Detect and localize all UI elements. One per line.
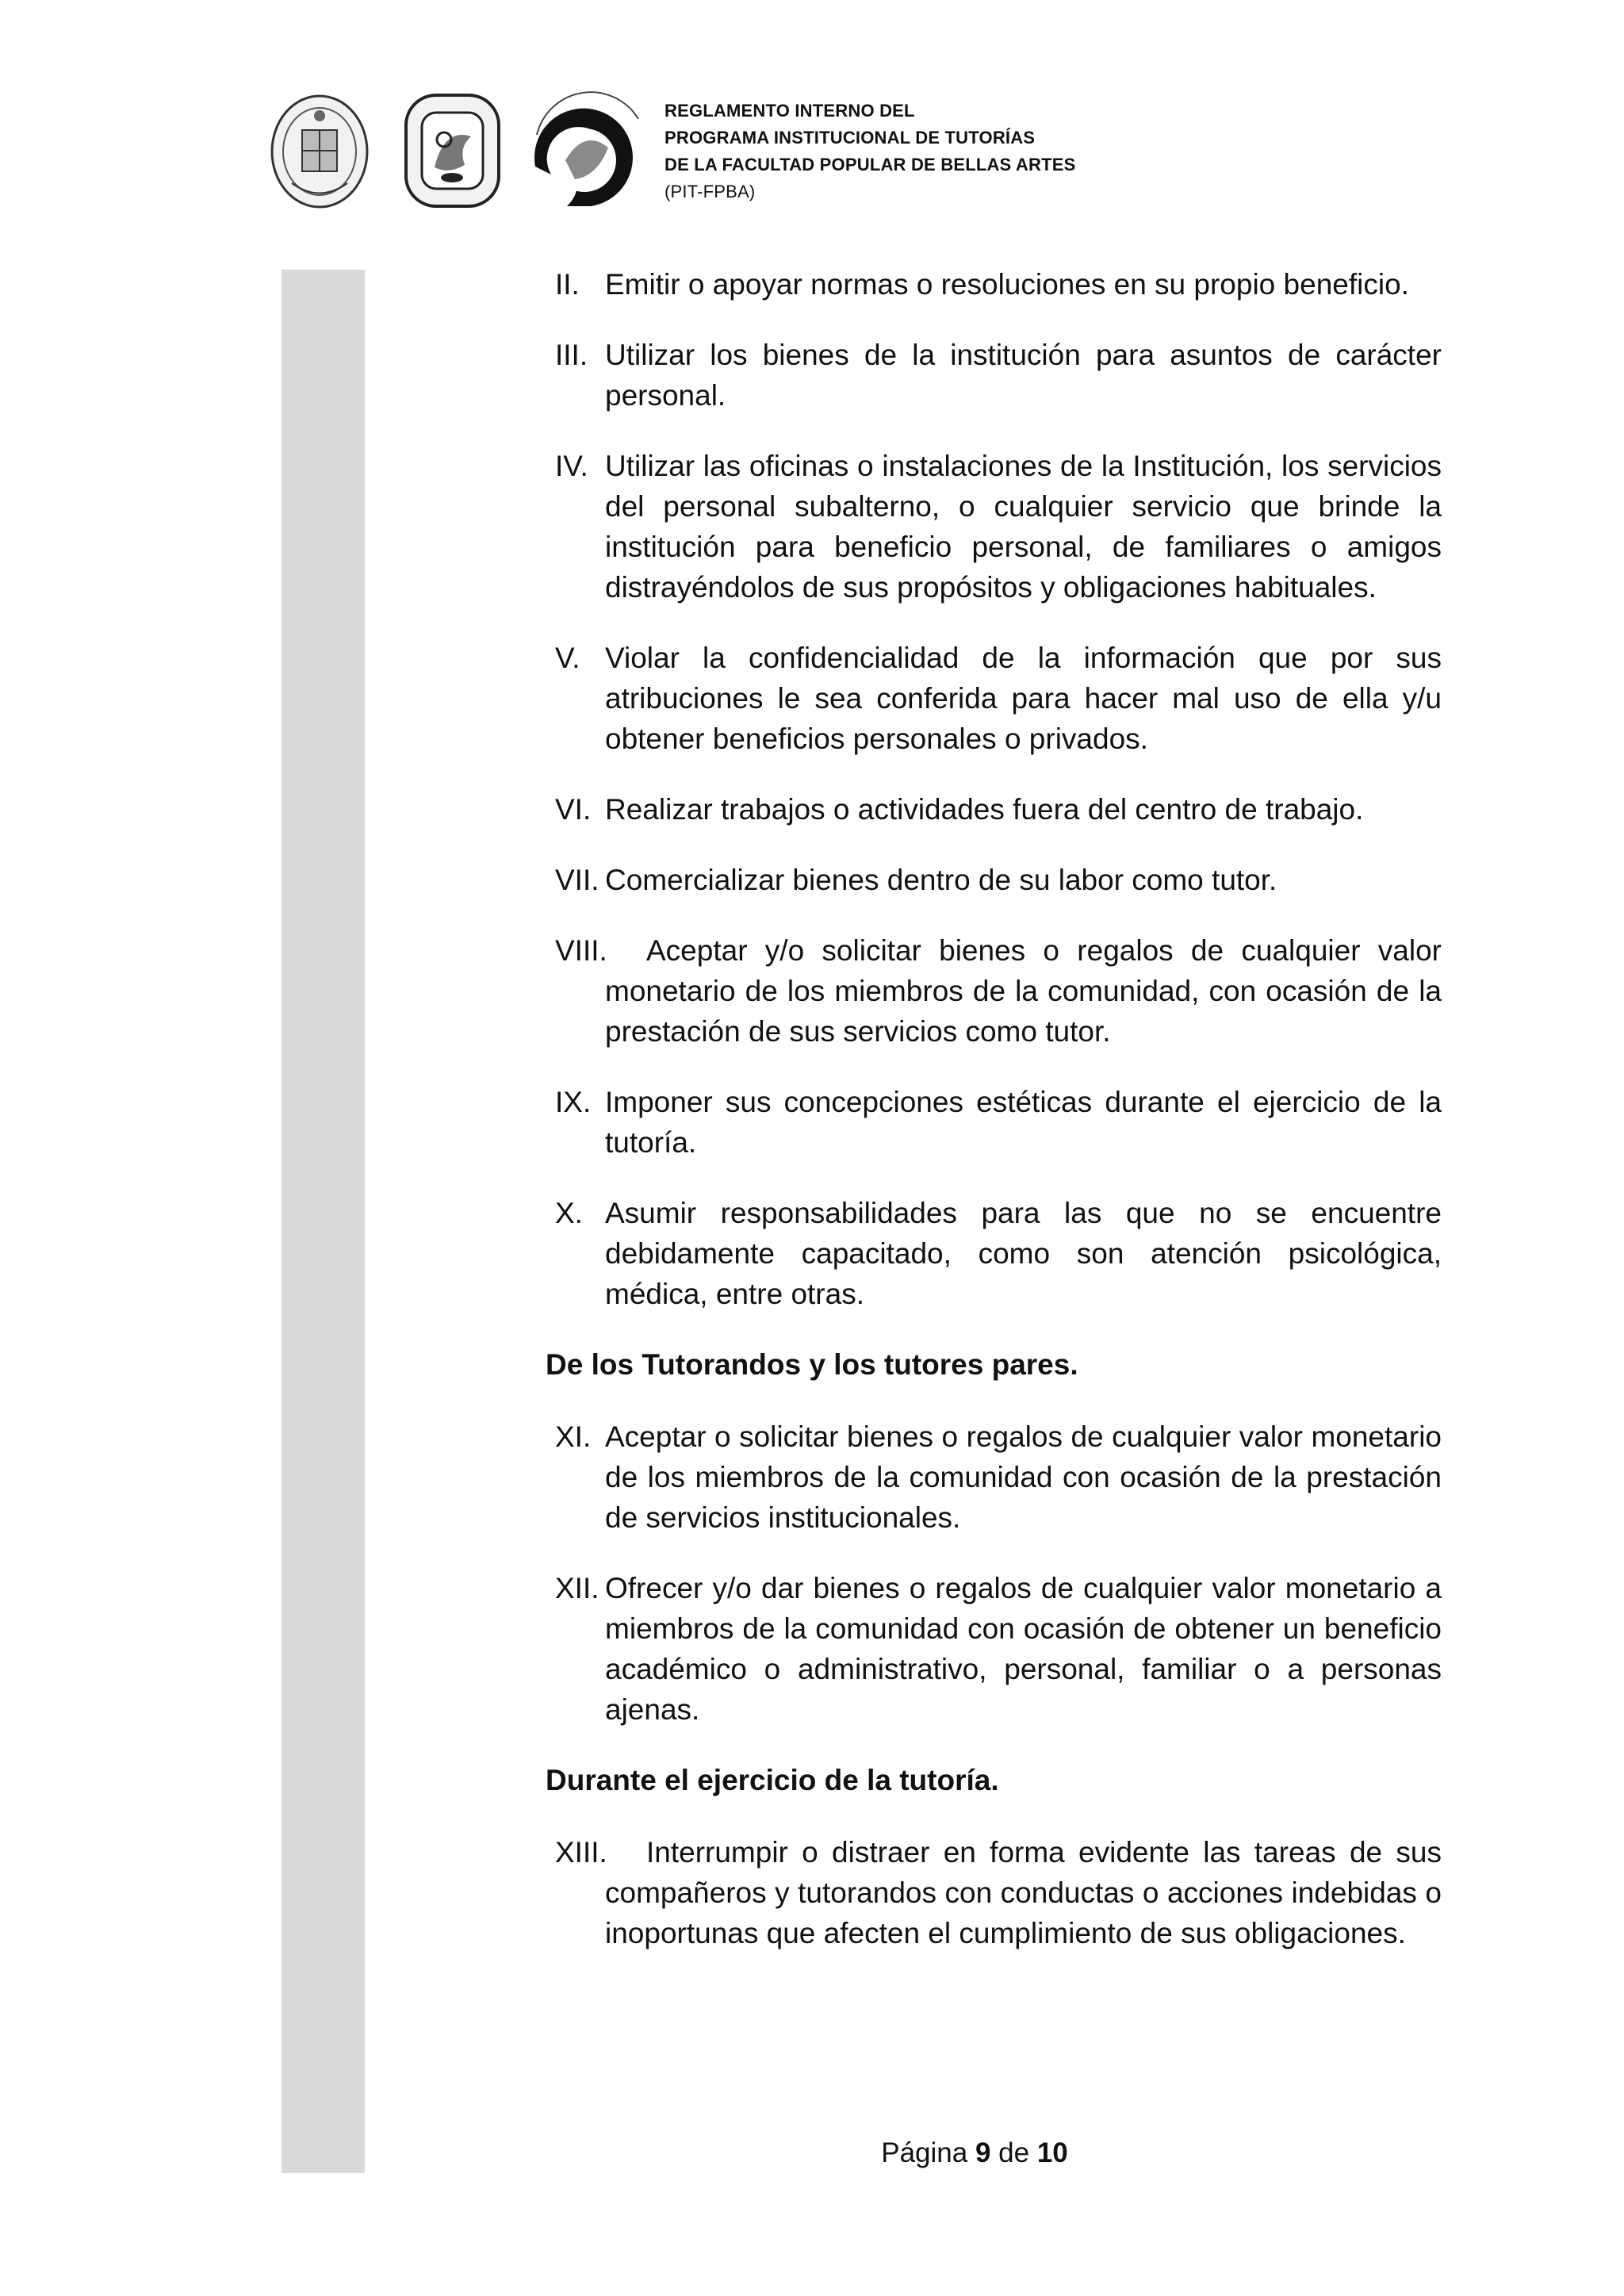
item-number: II. — [555, 268, 580, 301]
item-number: V. — [555, 642, 580, 674]
section-heading-tutorandos: De los Tutorandos y los tutores pares. — [546, 1348, 1078, 1381]
item-number: III. — [555, 339, 588, 371]
list-item-xi — [546, 1416, 1442, 1538]
university-seal-logo — [268, 92, 371, 211]
list-item-viii — [546, 930, 1442, 1052]
item-number: VII. — [555, 864, 599, 896]
header-logos — [262, 87, 658, 214]
of-word: de — [998, 2137, 1030, 2168]
page-total: 10 — [1036, 2137, 1068, 2168]
item-text: Utilizar las oficinas o instalaciones de la Institución, los servicios del personal subalterno, o cualquier servicio que brinde la institución para beneficio personal, de familiares o amigos distrayéndolos de sus propósitos y obligaciones habituales. — [605, 450, 1442, 604]
item-number: VIII. — [555, 934, 607, 967]
list-item-ii — [546, 264, 1442, 305]
item-number: IV. — [555, 450, 588, 482]
item-number: IX. — [555, 1086, 592, 1118]
item-text: Ofrecer y/o dar bienes o regalos de cualquier valor monetario a miembros de la comunidad con ocasión de obtener un beneficio académico o administrativo, personal, familiar o a personas ajenas. — [605, 1572, 1442, 1726]
page-footer — [0, 2137, 1624, 2169]
list-item-iv — [546, 446, 1442, 608]
list-item-xii — [546, 1568, 1442, 1730]
item-text: Imponer sus concepciones estéticas durante el ejercicio de la tutoría. — [605, 1086, 1442, 1159]
item-text: Comercializar bienes dentro de su labor como tutor. — [605, 864, 1277, 896]
item-text: Realizar trabajos o actividades fuera del centro de trabajo. — [605, 793, 1364, 826]
item-number: X. — [555, 1197, 583, 1229]
list-item-vii — [546, 860, 1442, 900]
list-item-xiii — [546, 1832, 1442, 1953]
item-number: XIII. — [555, 1836, 607, 1869]
item-text: Interrumpir o distraer en forma evidente las tareas de sus compañeros y tutorandos con conductas o acciones indebidas o inoportunas que afecten el cumplimiento de sus obligaciones. — [605, 1836, 1442, 1949]
item-number: XI. — [555, 1420, 592, 1453]
fpba-seal-logo — [403, 92, 502, 209]
list-item-ix — [546, 1082, 1442, 1163]
header-line-3: DE LA FACULTAD POPULAR DE BELLAS ARTES — [665, 155, 1076, 174]
header-line-4: (PIT-FPBA) — [665, 182, 756, 201]
list-item-vi — [546, 789, 1442, 830]
coordinacion-tutorias-logo — [519, 87, 658, 214]
item-text: Aceptar y/o solicitar bienes o regalos de cualquier valor monetario de los miembros de la comunidad, con ocasión de la prestación de sus servicios como tutor. — [605, 934, 1442, 1048]
header-line-2: PROGRAMA INSTITUCIONAL DE TUTORÍAS — [665, 128, 1036, 148]
list-item-iii — [546, 335, 1442, 416]
page-word: Página — [881, 2137, 968, 2168]
left-margin-bar — [282, 270, 365, 2173]
list-item-x — [546, 1193, 1442, 1314]
item-text: Violar la confidencialidad de la información que por sus atribuciones le sea conferida para hacer mal uso de ella y/u obtener beneficios personales o privados. — [605, 642, 1442, 755]
item-text: Utilizar los bienes de la institución para asuntos de carácter personal. — [605, 339, 1442, 412]
list-item-v — [546, 638, 1442, 759]
header-title — [665, 98, 1076, 205]
item-text: Asumir responsabilidades para las que no se encuentre debidamente capacitado, como son atención psicológica, médica, entre otras. — [605, 1197, 1442, 1310]
header-line-1: REGLAMENTO INTERNO DEL — [665, 101, 915, 121]
item-text: Aceptar o solicitar bienes o regalos de cualquier valor monetario de los miembros de la comunidad con ocasión de la prestación de servicios institucionales. — [605, 1420, 1442, 1534]
section-heading-ejercicio: Durante el ejercicio de la tutoría. — [546, 1764, 999, 1796]
document-body — [546, 264, 1442, 1984]
item-text: Emitir o apoyar normas o resoluciones en su propio beneficio. — [605, 268, 1409, 301]
item-number: VI. — [555, 793, 592, 826]
item-number: XII. — [555, 1572, 599, 1604]
page-number: 9 — [975, 2137, 991, 2168]
